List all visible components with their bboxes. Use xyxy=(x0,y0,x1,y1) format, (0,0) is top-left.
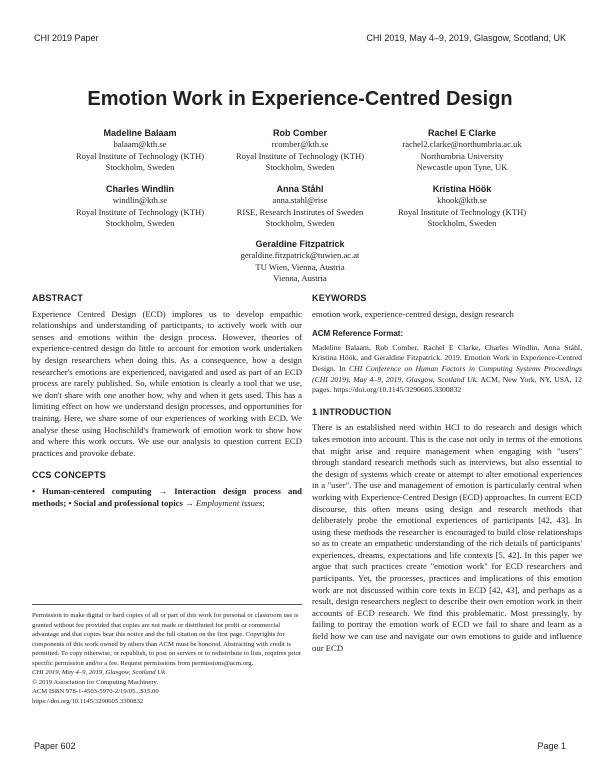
author-location: Stockholm, Sweden xyxy=(265,161,335,172)
reference-plain: Madeline Balaam, Rob Comber, Rachel E Clarke, Charles Windlin, Anna Ståhl, Kristina Höök, and Geraldine Fitzpatrick. 2019. Emotion Work in Experience-Centred Design. In xyxy=(312,342,582,373)
author-affiliation: Royal Institute of Technology (KTH) xyxy=(75,206,205,217)
author-email: windlin@kth.se xyxy=(112,195,168,206)
author-name: Charles Windlin xyxy=(106,184,174,194)
reference-tail: ACM, New York, NY, USA, 12 pages. https://doi.org/10.1145/3290605.3300832 xyxy=(312,374,582,395)
running-header-right: CHI 2019, May 4–9, 2019, Glasgow, Scotland, UK xyxy=(366,33,566,43)
author-affiliation: Northumbria University xyxy=(420,150,504,161)
introduction-heading: 1 INTRODUCTION xyxy=(312,406,392,417)
keywords-text: emotion work, experience-centred design, design research xyxy=(312,308,514,319)
author-email: rachel2.clarke@northumbria.ac.uk xyxy=(402,139,522,150)
ccs-end: ; xyxy=(262,497,265,508)
reference-venue: CHI Conference on Human Factors in Computing Systems Proceedings (CHI 2019), May 4–9, 2019, Glasgow, Scotland Uk. xyxy=(312,363,582,384)
author-email: geraldine.fitzpatrick@tuwien.ac.at xyxy=(240,250,360,261)
page-footer-left: Paper 602 xyxy=(34,741,76,751)
author-affiliation: RISE, Research Institutes of Sweden xyxy=(236,206,364,217)
abstract-text: Experience Centred Design (ECD) implores us to develop empathic relationships and understanding of participants, to actively work with our senses and emotions within the design process. However, theories of experience-centred design do little to account for emotion work undertaken by design researchers when doing this. As a consequence, how a design researcher's emotions are experienced, navigated and used as part of an ECD process are rarely published. So, while emotion is clearly a tool that we use, we don't share with one another how, why and when it gets used. This has a limiting effect on how we understand design processes, and opportunities for training. Here, we share some of our experiences of working with ECD. We analyse these using Hochschild's framework of emotion work to show how and where this work occurs. We use our analysis to question current ECD practices and provoke debate. xyxy=(32,308,302,458)
doi-line: https://doi.org/10.1145/3290605.3300832 xyxy=(32,697,144,705)
author-location: Stockholm, Sweden xyxy=(427,217,497,228)
permission-text: Permission to make digital or hard copies of all or part of this work for personal or classroom use is granted without fee provided that copies are not made or distributed for profit or commercial advantage and that copies bear this notice and the full citation on the first page. Copyrights for components of this work owned by others than ACM must be honored. Abstracting with credit is permitted. To copy otherwise, or republish, to post on servers or to redistribute to lists, requires prior specific permission and/or a fee. Request permissions from permissions@acm.org. xyxy=(32,612,302,667)
ccs-concept-2: • Social and professional topics xyxy=(68,497,183,508)
author-location: Stockholm, Sweden xyxy=(105,217,175,228)
author-affiliation: Royal Institute of Technology (KTH) xyxy=(397,206,527,217)
author-location: Newcastle upon Tyne, UK xyxy=(416,161,508,172)
author-location: Stockholm, Sweden xyxy=(265,217,335,228)
reference-format-heading: ACM Reference Format: xyxy=(312,329,404,339)
author-affiliation: TU Wien, Vienna, Austria xyxy=(255,261,345,272)
ccs-section xyxy=(32,470,302,509)
author-block xyxy=(362,184,562,229)
introduction-text: There is an established need within HCI to do research and design which takes emotion into account. This is the case not only in terms of the emotions that might arise and require management when engaging with "users" through standard research methods such as interviews, but also essential to the design of systems which create or attempt to alter emotional experiences in a "user". The use and management of emotion is particularly central when working with Experience-Centred Design (ECD) approaches. In current ECD discourse, this often means using design and research methods that deliberately probe the emotional experiences of participants [42, 43]. In using these methods the researcher is encouraged to build close relationships so as to create an empathetic understanding of the rich details of participants' experiences, dreams, expectations and life contexts [5, 42]. In this paper we argue that such practices create "emotion work" for ECD researchers and participants. Yet, the processes, practices and implications of this emotion work are not discussed within core texts in ECD [42, 43], and perhaps as a result, design researchers neglect to describe their own emotion work in their accounts of ECD research. We find this problematic. Most pressingly, by failing to portray the emotion work of ECD we fail to share and learn as a field how we can use and navigate our own emotions to guide and influence our ECD xyxy=(312,422,582,653)
ccs-heading: CCS CONCEPTS xyxy=(32,470,106,481)
author-block xyxy=(362,128,562,173)
abstract-heading: ABSTRACT xyxy=(32,293,84,303)
author-location: Stockholm, Sweden xyxy=(105,161,175,172)
page-footer-right: Page 1 xyxy=(537,741,566,751)
copyright-line: © 2019 Association for Computing Machinery. xyxy=(32,678,159,686)
conference-line: CHI 2019, May 4–9, 2019, Glasgow, Scotland Uk xyxy=(32,669,166,676)
author-email: rcomber@kth.se xyxy=(271,139,329,150)
author-name: Rachel E Clarke xyxy=(427,128,497,138)
reference-format-text xyxy=(312,343,582,396)
author-name: Anna Ståhl xyxy=(276,184,324,194)
introduction-section xyxy=(312,407,582,654)
left-column xyxy=(32,293,302,520)
author-email: anna.stahl@rise xyxy=(272,195,328,206)
author-block xyxy=(200,239,400,284)
author-email: khook@kth.se xyxy=(437,195,487,206)
ccs-concept-2-sub: → Employment issues xyxy=(185,497,263,508)
author-email: balaam@kth.se xyxy=(113,139,167,150)
author-name: Geraldine Fitzpatrick xyxy=(255,239,345,249)
author-location: Vienna, Austria xyxy=(273,272,327,283)
right-column xyxy=(312,293,582,654)
author-affiliation: Royal Institute of Technology (KTH) xyxy=(235,150,365,161)
author-name: Kristina Höök xyxy=(432,184,492,194)
keywords-section xyxy=(312,293,582,320)
author-name: Madeline Balaam xyxy=(103,128,177,138)
author-name: Rob Comber xyxy=(273,128,327,138)
copyright-footnote xyxy=(32,604,302,706)
ccs-concept-1: • Human-centered computing → Interaction design process and methods; xyxy=(32,485,302,508)
abstract-section xyxy=(32,293,302,459)
paper-title: Emotion Work in Experience-Centred Design xyxy=(87,88,513,110)
running-header-left: CHI 2019 Paper xyxy=(34,33,99,43)
keywords-heading: KEYWORDS xyxy=(312,293,367,303)
author-affiliation: Royal Institute of Technology (KTH) xyxy=(75,150,205,161)
ccs-text xyxy=(32,486,302,509)
isbn-line: ACM ISBN 978-1-4503-5970-2/19/05...$15.00 xyxy=(32,688,159,695)
